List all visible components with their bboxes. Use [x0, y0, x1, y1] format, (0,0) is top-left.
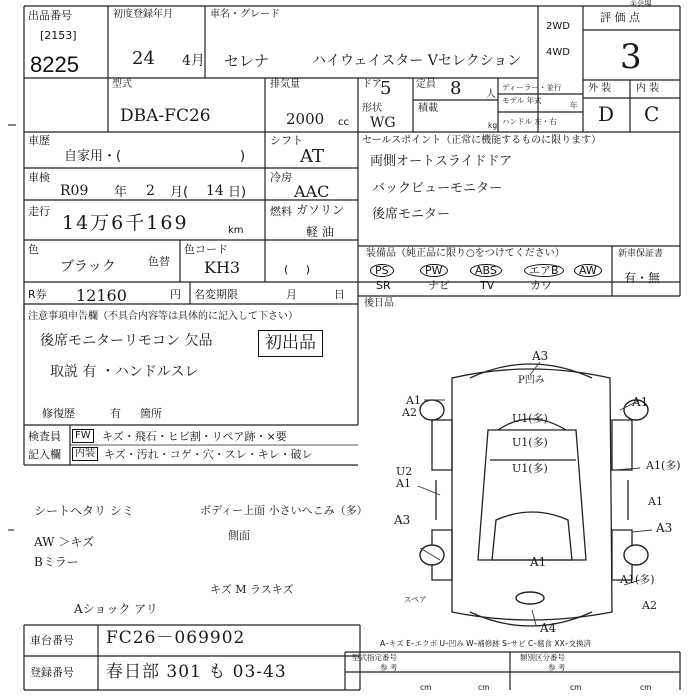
equip-pw: PW [420, 264, 448, 277]
color-code-label: 色コード [184, 243, 228, 256]
history-value: 自家用・( [64, 149, 122, 164]
lot-sub: [2153] [40, 29, 77, 42]
shift-label: シフト [270, 134, 303, 147]
ac-value: AAC [294, 182, 330, 201]
model-grade-label: 車名・グレード [210, 9, 280, 20]
mark-a1-r: A1 [648, 495, 663, 508]
equip-ps: PS [370, 264, 394, 277]
mark-u1-low: U1(多) [512, 462, 548, 475]
mark-u1-top: U1(多) [512, 412, 548, 425]
spare-label: スペア [404, 595, 427, 604]
exterior-value: D [598, 102, 615, 126]
inspection-year-unit: 年 [114, 185, 128, 200]
ref-label-1: 参 考 [380, 663, 398, 672]
day-label: 日 [334, 288, 345, 301]
history-label: 車歴 [28, 134, 50, 147]
month-label: 月 [286, 288, 297, 301]
repair-place: 箇所 [140, 407, 162, 420]
cm-3: cm [570, 683, 582, 692]
cm-4: cm [640, 683, 652, 692]
color-label: 色 [28, 243, 39, 256]
rating-value: 3 [620, 37, 642, 77]
first-listing-stamp: 初出品 [258, 330, 323, 357]
shift-value: AT [300, 146, 325, 167]
cm-1: cm [420, 683, 432, 692]
mark-a1-left: A1 [396, 477, 411, 490]
equip-tv: TV [480, 279, 495, 292]
mark-a3-left: A3 [394, 513, 411, 527]
sales-point-3: 後席モニター [372, 207, 451, 222]
capacity-unit: 人 [486, 89, 496, 100]
mark-a2-fl: A2 [402, 406, 417, 419]
history-close: ) [240, 149, 246, 164]
recycle-value: 12160 [76, 286, 127, 305]
exterior-label: 外 装 [588, 83, 612, 94]
load-unit: kg [488, 121, 498, 130]
remark-shock: Aショック アリ [74, 602, 158, 616]
interior-label: 内 装 [636, 83, 660, 94]
mark-a1-glass: A1 [530, 555, 547, 569]
inspection-label: 車検 [28, 171, 50, 184]
mileage-unit: km [228, 225, 244, 236]
remark-aw: AW ＞キズ [34, 535, 95, 549]
ref-label-2: 参 考 [548, 663, 566, 672]
top-right-note: ①会場 [630, 0, 652, 8]
handle-label: ハンドル 左・右 [502, 117, 557, 126]
warranty-value: 有・無 [624, 271, 661, 285]
shape-value: WG [370, 115, 396, 131]
mileage-label: 走行 [28, 205, 50, 218]
class-label: 類別区分番号 [520, 653, 565, 662]
warranty-label: 新車保証書 [618, 249, 664, 259]
legend: A–キズ E–エクボ U–凹み W–補修跡 S–サビ C–腐食 XX–交換済 [380, 639, 591, 648]
interior-value: C [644, 102, 660, 126]
doors-value: 5 [380, 78, 392, 99]
recycle-unit: 円 [170, 288, 181, 301]
color-change-label: 色替 [148, 255, 170, 268]
remark-scratch: キズ M ラスキズ [210, 583, 294, 596]
color-code-value: KH3 [204, 258, 241, 277]
mark-a1-fr: A1 [632, 395, 649, 409]
mark-u1-mid: U1(多) [512, 436, 548, 449]
mark-a3-right: A3 [656, 521, 673, 535]
cm-2: cm [478, 683, 490, 692]
notes-line-1: 後席モニターリモコン 欠品 [40, 333, 213, 349]
capacity-label: 定員 [416, 79, 436, 90]
equip-aw: AW [574, 264, 602, 277]
fw-items: キズ・飛石・ヒビ割・リペア跡・×要 [102, 430, 287, 443]
inspection-month-unit: 月( [170, 185, 189, 200]
title-label: 名変期限 [194, 288, 238, 301]
model-year-label: モデル 年式 [502, 96, 542, 105]
equipment-label: 装備品（純正品に限り○をつけてください） [366, 248, 565, 259]
remark-body-top: ボディー上面 小さいへこみ（多） [200, 504, 368, 517]
mark-a2-rr: A2 [642, 599, 657, 612]
mark-a1-many-r: A1(多) [646, 459, 681, 472]
dealer-label: ディーラー・並行 [502, 83, 562, 92]
inspection-era: R09 [60, 183, 89, 199]
inspection-month: 2 [146, 183, 155, 199]
capacity-value: 8 [450, 78, 462, 99]
repair-yes: 有 [110, 407, 121, 420]
type-label: 型式 [112, 79, 132, 90]
car-name: セレナ [224, 52, 270, 70]
type-designation-label: 型式指定番号 [352, 653, 397, 662]
inspection-day-unit: 日) [228, 185, 247, 200]
sales-points-label: セールスポイント（正常に機能するものに限ります） [362, 135, 602, 146]
recycle-label: R券 [28, 288, 47, 301]
interior-items: キズ・汚れ・コゲ・穴・スレ・キレ・破レ [104, 448, 313, 461]
load-label: 積載 [418, 103, 438, 114]
first-reg-label: 初度登録年月 [113, 9, 173, 20]
lot-number: 8225 [30, 52, 79, 77]
interior-box: 内装 [72, 447, 98, 461]
notes-label: 注意事項申告欄（不具合内容等は具体的に記入して下さい） [28, 311, 298, 322]
mark-a1-many-rr: A1(多) [620, 573, 655, 586]
chassis-value: FC26－069902 [106, 628, 246, 648]
sales-point-1: 両側オートスライドドア [370, 154, 513, 169]
first-reg-month: 4月 [182, 53, 205, 69]
chassis-label: 車台番号 [30, 634, 74, 647]
remark-seat: シートヘタリ シミ [34, 504, 134, 518]
after-label: 後日品 [364, 298, 394, 309]
color-value: ブラック [60, 259, 116, 275]
ac-label: 冷房 [270, 171, 292, 184]
doors-label: ドア [362, 79, 382, 90]
fw-box: FW [72, 429, 94, 443]
notes-line-2: 取説 有 ・ハンドルスレ [50, 364, 199, 380]
sales-point-2: バックビューモニター [372, 181, 503, 196]
grade: ハイウェイスター Vセレクション [312, 53, 522, 69]
first-reg-year: 24 [132, 48, 155, 69]
mark-a3-front: A3 [532, 349, 549, 363]
reg-label: 登録番号 [30, 666, 74, 679]
mark-a4-rear: A4 [540, 621, 557, 635]
type-value: DBA-FC26 [120, 106, 211, 126]
equip-navi: ナビ [428, 279, 450, 292]
mark-a1-fl: A1 [406, 394, 421, 407]
displacement-unit: cc [338, 117, 349, 128]
reg-value: 春日部 301 も 03‐43 [106, 662, 287, 682]
shape-label: 形状 [362, 103, 382, 114]
fuel-paren: ( ) [284, 263, 311, 276]
displacement-value: 2000 [286, 110, 325, 128]
inspection-day: 14 [206, 183, 224, 199]
fuel-diesel: 軽 油 [306, 225, 334, 239]
equip-airbag: エアB [524, 264, 564, 277]
equip-sr: SR [376, 279, 391, 292]
repair-label: 修復歴 [42, 407, 75, 420]
drive-2wd: 2WD [546, 21, 570, 32]
fuel-gasoline: ガソリン [296, 203, 345, 217]
mark-p-dent: P凹み [518, 375, 545, 386]
remark-mirror: Bミラー [34, 555, 79, 569]
displacement-label: 排気量 [270, 79, 300, 90]
inspector-label-2: 記入欄 [28, 448, 61, 461]
remark-side: 側面 [228, 529, 250, 542]
equip-leather: カワ [530, 279, 552, 292]
inspector-label: 検査員 [28, 430, 61, 443]
drive-4wd: 4WD [546, 47, 570, 58]
fuel-label: 燃料 [270, 205, 292, 218]
mark-u2: U2 [396, 465, 413, 478]
mileage-value: 14万6千169 [62, 212, 189, 234]
equip-abs: ABS [470, 264, 502, 277]
rating-label: 評 価 点 [600, 11, 640, 24]
model-year-unit: 年 [570, 101, 578, 110]
lot-label: 出品番号 [28, 9, 72, 22]
